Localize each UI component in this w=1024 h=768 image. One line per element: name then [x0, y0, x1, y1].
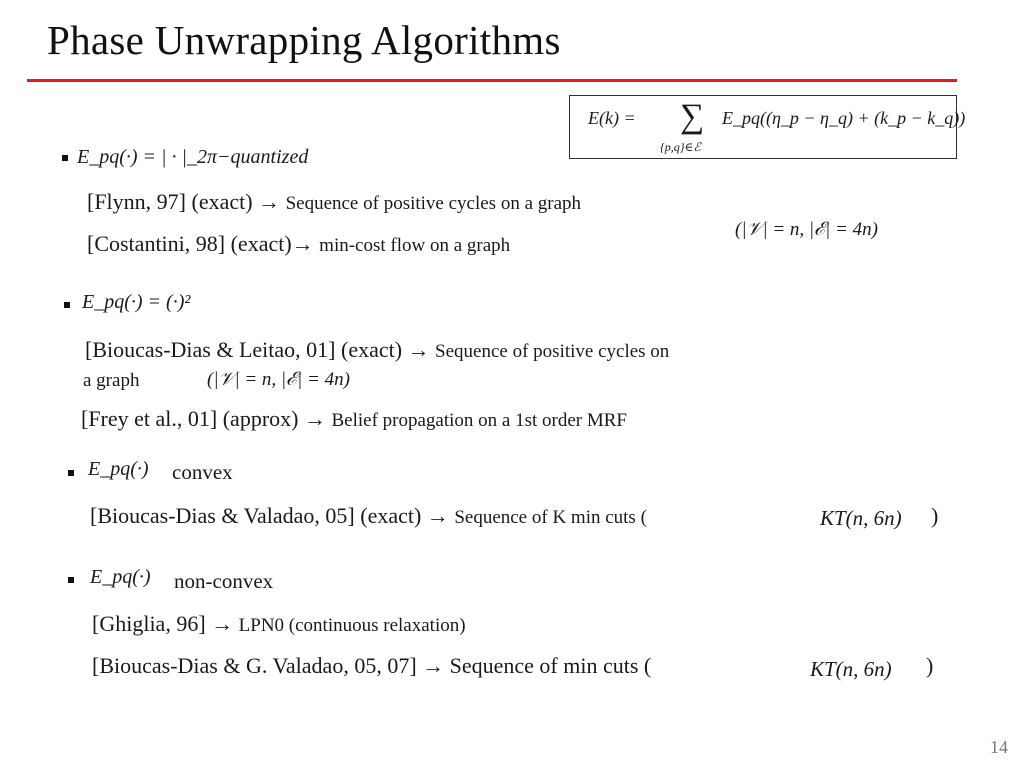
method-description: Sequence of positive cycles on	[435, 341, 670, 362]
section2-item1-continuation: a graph	[83, 370, 140, 391]
section3-heading-math: E_pq(·)	[88, 458, 149, 480]
section1-heading: E_pq(·) = | · |_2π−quantized	[77, 146, 309, 168]
energy-formula	[588, 98, 966, 158]
section4-close-paren: )	[926, 653, 934, 678]
reference: [Ghiglia, 96] →	[92, 611, 239, 636]
reference: [Bioucas-Dias & Valadao, 05] (exact) →	[90, 503, 455, 528]
reference: [Frey et al., 01] (approx) →	[81, 406, 332, 431]
section3-complexity: KT(n, 6n)	[820, 506, 902, 530]
section2-heading: E_pq(·) = (·)²	[82, 291, 191, 313]
page-number: 14	[990, 737, 1008, 757]
section1-complexity: (|𝒱| = n, |ℰ| = 4n)	[735, 219, 878, 240]
section2-item1	[85, 337, 669, 363]
section4-item1	[92, 611, 466, 637]
formula-lhs: E(k) =	[588, 108, 636, 128]
title-divider	[27, 79, 957, 82]
section2-complexity: (|𝒱| = n, |ℰ| = 4n)	[207, 369, 350, 390]
bullet-marker	[68, 577, 74, 583]
section3-item1	[90, 503, 647, 529]
section1-item1	[87, 189, 581, 215]
section4-heading-math: E_pq(·)	[90, 566, 151, 588]
section3-heading-word: convex	[172, 460, 233, 484]
page-title: Phase Unwrapping Algorithms	[47, 17, 561, 63]
section4-complexity: KT(n, 6n)	[810, 657, 892, 681]
reference: [Flynn, 97] (exact) →	[87, 189, 286, 214]
summation-symbol: ∑	[680, 98, 705, 135]
section2-item2	[81, 406, 627, 432]
method-description: LPN0 (continuous relaxation)	[238, 615, 466, 636]
section3-close-paren: )	[931, 503, 939, 528]
summation-subscript: {p,q}∈ℰ	[660, 140, 701, 154]
section1-item2	[87, 231, 510, 257]
bullet-marker	[68, 470, 74, 476]
method-description: min-cost flow on a graph	[319, 235, 511, 256]
section4-heading-word: non-convex	[174, 569, 274, 593]
method-description: Sequence of K min cuts (	[454, 507, 647, 528]
method-description: Sequence of positive cycles on a graph	[285, 193, 582, 214]
method-description: Belief propagation on a 1st order MRF	[331, 410, 627, 431]
bullet-marker	[62, 155, 68, 161]
reference: [Bioucas-Dias & Leitao, 01] (exact) →	[85, 337, 436, 362]
section4-item2: [Bioucas-Dias & G. Valadao, 05, 07] → Sequence of min cuts (	[92, 653, 652, 678]
reference: [Costantini, 98] (exact)→	[87, 231, 320, 256]
formula-rhs: E_pq((η_p − η_q) + (k_p − k_q))	[722, 108, 966, 128]
bullet-marker	[64, 302, 70, 308]
